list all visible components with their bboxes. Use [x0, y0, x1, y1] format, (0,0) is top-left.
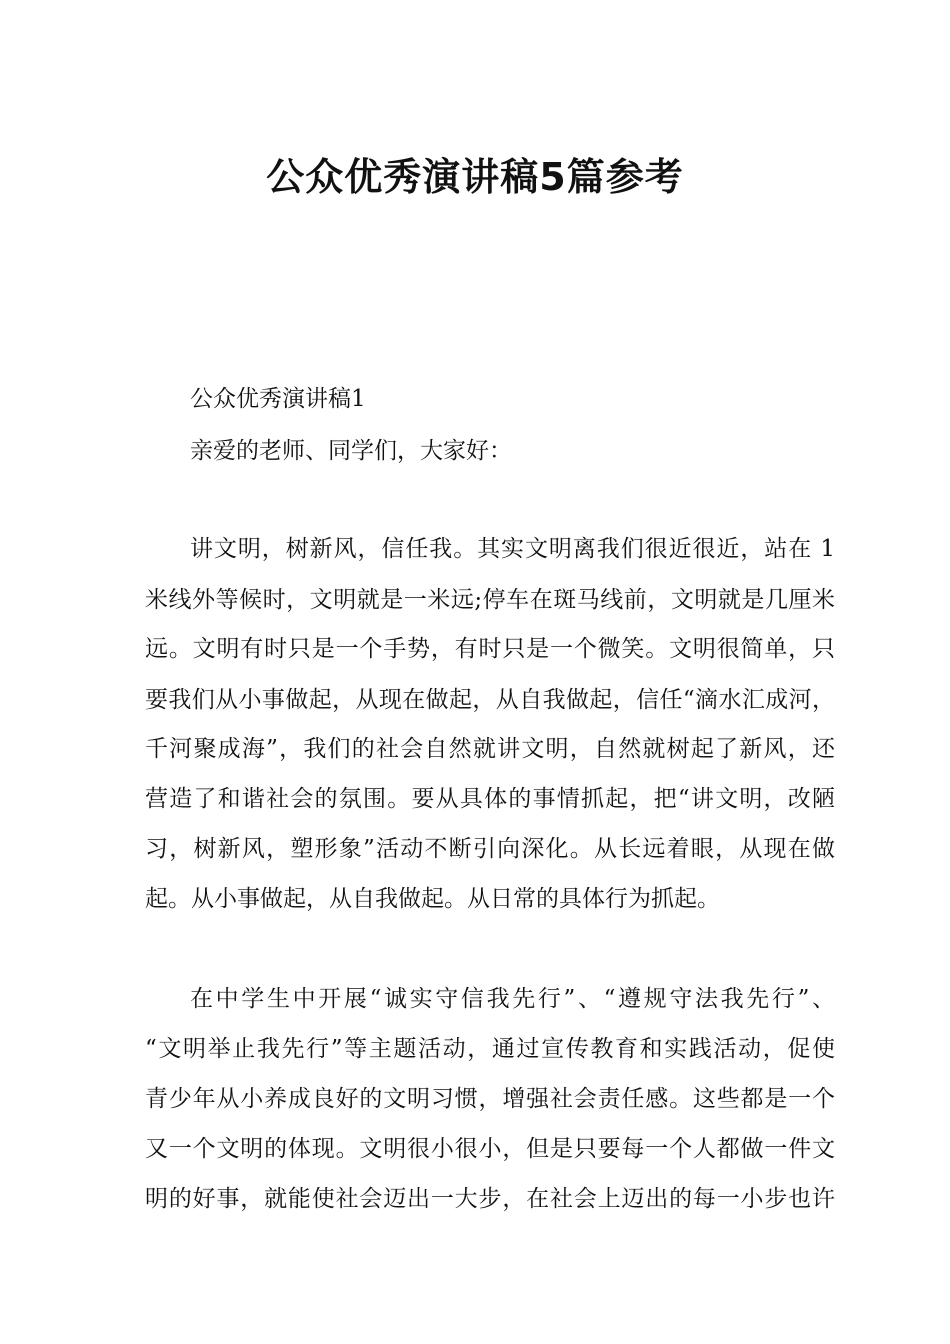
paragraph1-line: 讲文明，树新风，信任我。其实文明离我们很近很近，站在 1: [190, 536, 835, 562]
paragraph1-line: 千河聚成海”，我们的社会自然就讲文明，自然就树起了新风，还: [145, 736, 835, 762]
paragraph1-line: 习，树新风，塑形象”活动不断引向深化。从长远着眼，从现在做: [145, 836, 835, 862]
document-title: 公众优秀演讲稿5篇参考: [266, 155, 684, 200]
paragraph2-line: 明的好事，就能使社会迈出一大步，在社会上迈出的每一小步也许: [145, 1186, 835, 1212]
paragraph2-line: 在中学生中开展“诚实守信我先行”、“遵规守法我先行”、: [190, 986, 835, 1012]
paragraph2-line: 又一个文明的体现。文明很小很小，但是只要每一个人都做一件文: [145, 1136, 835, 1162]
paragraph1-line: 米线外等候时，文明就是一米远;停车在斑马线前，文明就是几厘米: [145, 587, 835, 613]
paragraph1-line: 远。文明有时只是一个手势，有时只是一个微笑。文明很简单，只: [145, 636, 835, 662]
paragraph1-line: 营造了和谐社会的氛围。要从具体的事情抓起，把“讲文明，改陋: [145, 786, 835, 812]
greeting-line: 亲爱的老师、同学们，大家好：: [190, 438, 512, 464]
paragraph2-line: 青少年从小养成良好的文明习惯，增强社会责任感。这些都是一个: [145, 1086, 835, 1112]
paragraph2-line: “文明举止我先行”等主题活动，通过宣传教育和实践活动，促使: [145, 1036, 835, 1062]
paragraph1-line: 要我们从小事做起，从现在做起，从自我做起，信任“滴水汇成河，: [145, 687, 835, 713]
section-heading: 公众优秀演讲稿1: [190, 386, 366, 412]
paragraph1-line: 起。从小事做起，从自我做起。从日常的具体行为抓起。: [145, 886, 720, 912]
